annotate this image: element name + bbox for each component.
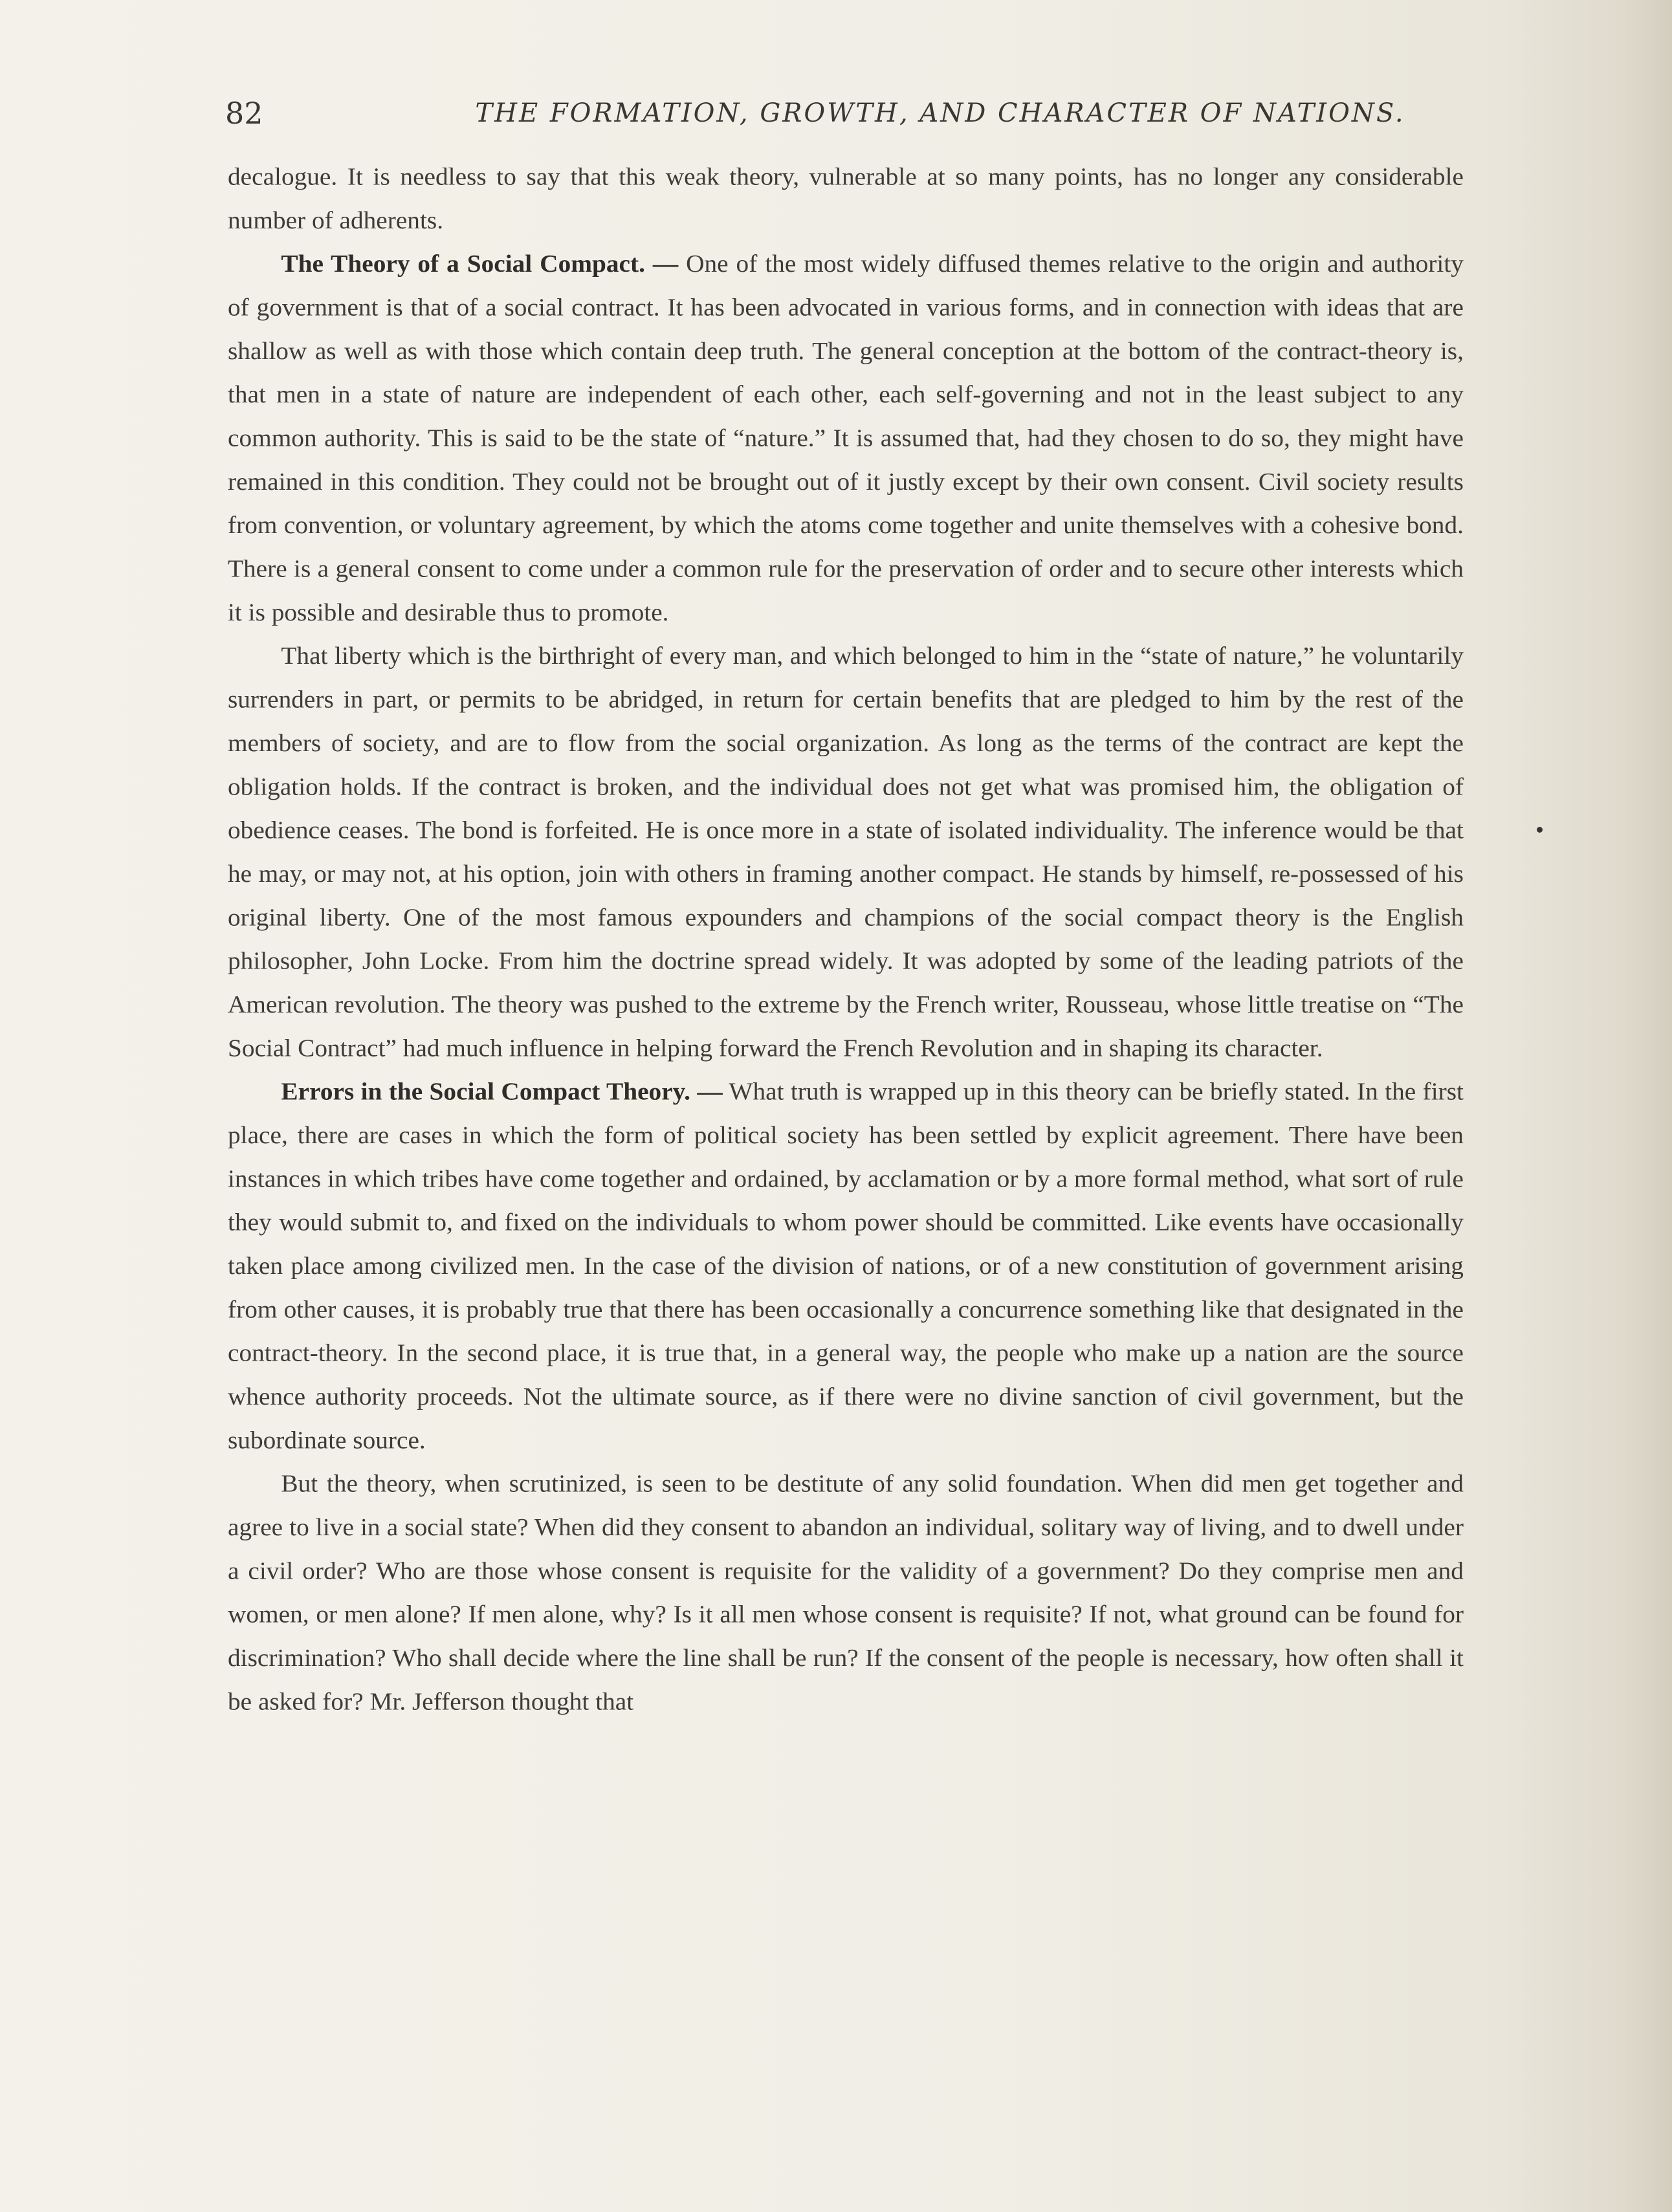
- paragraph-3: [228, 635, 1464, 1070]
- page-number: 82: [225, 96, 263, 131]
- body-text: [228, 155, 1464, 1724]
- paragraph-1-text: decalogue. It is needless to say that this weak theory, vulnerable at so many points, has no longer any considerable number of adherents.: [228, 162, 1464, 234]
- page-header: [225, 89, 1493, 137]
- paragraph-4: [228, 1070, 1464, 1462]
- paragraph-5-text: But the theory, when scrutinized, is seen to be destitute of any solid foundation. When did men get together and agree to live in a social state? When did they consent to abandon an individual, solitary way of living, and to dwell under a civil order? Who are those whose consent is requisite for the validity of a government? Do they comprise men and women, or men alone? If men alone, why? Is it all men whose consent is requisite? If not, what ground can be found for discrimination? Who shall decide where the line shall be run? If the consent of the people is necessary, how often shall it be asked for? Mr. Jefferson thought that: [228, 1469, 1464, 1716]
- paragraph-2: [228, 243, 1464, 635]
- paragraph-3-text: That liberty which is the birthright of every man, and which belonged to him in the “state of nature,” he voluntarily surrenders in part, or permits to be abridged, in return for certain benefits that are pledged to him by the rest of the members of society, and are to flow from the social organization. As long as the terms of the contract are kept the obligation holds. If the contract is broken, and the individual does not get what was promised him, the obligation of obedience ceases. The bond is forfeited. He is once more in a state of isolated individuality. The inference would be that he may, or may not, at his option, join with others in framing another compact. He stands by himself, re-possessed of his original liberty. One of the most famous expounders and champions of the social compact theory is the English philosopher, John Locke. From him the doctrine spread widely. It was adopted by some of the leading patriots of the American revolution. The theory was pushed to the extreme by the French writer, Rousseau, whose little treatise on “The Social Contract” had much influence in helping forward the French Revolution and in shaping its character.: [228, 641, 1464, 1062]
- paragraph-1: [228, 155, 1464, 243]
- paragraph-4-text: What truth is wrapped up in this theory can be briefly stated. In the first place, there are cases in which the form of political society has been settled by explicit agreement. There have been instances in which tribes have come together and ordained, by acclamation or by a more formal method, what sort of rule they would submit to, and fixed on the individuals to whom power should be committed. Like events have occasionally taken place among civilized men. In the case of the division of nations, or of a new constitution of government arising from other causes, it is probably true that there has been occasionally a concurrence something like that designated in the contract-theory. In the second place, it is true that, in a general way, the people who make up a nation are the source whence authority proceeds. Not the ultimate source, as if there were no divine sanction of civil government, but the subordinate source.: [228, 1077, 1464, 1454]
- section-heading-social-compact: The Theory of a Social Compact. —: [281, 249, 679, 278]
- paragraph-2-text: One of the most widely diffused themes relative to the origin and authority of government is that of a social contract. It has been advocated in various forms, and in connection with ideas that are shallow as well as with those which contain deep truth. The general conception at the bottom of the contract-theory is, that men in a state of nature are independent of each other, each self-governing and not in the least subject to any common authority. This is said to be the state of “nature.” It is assumed that, had they chosen to do so, they might have remained in this condition. They could not be brought out of it justly except by their own consent. Civil society results from convention, or voluntary agreement, by which the atoms come together and unite themselves with a cohesive bond. There is a general consent to come under a common rule for the preservation of order and to secure other interests which it is possible and desirable thus to promote.: [228, 249, 1464, 626]
- ink-dot-mark: [1537, 827, 1543, 833]
- section-heading-errors: Errors in the Social Compact Theory. —: [281, 1077, 723, 1106]
- paragraph-5: [228, 1462, 1464, 1724]
- running-head: THE FORMATION, GROWTH, AND CHARACTER OF NATIONS.: [475, 98, 1405, 128]
